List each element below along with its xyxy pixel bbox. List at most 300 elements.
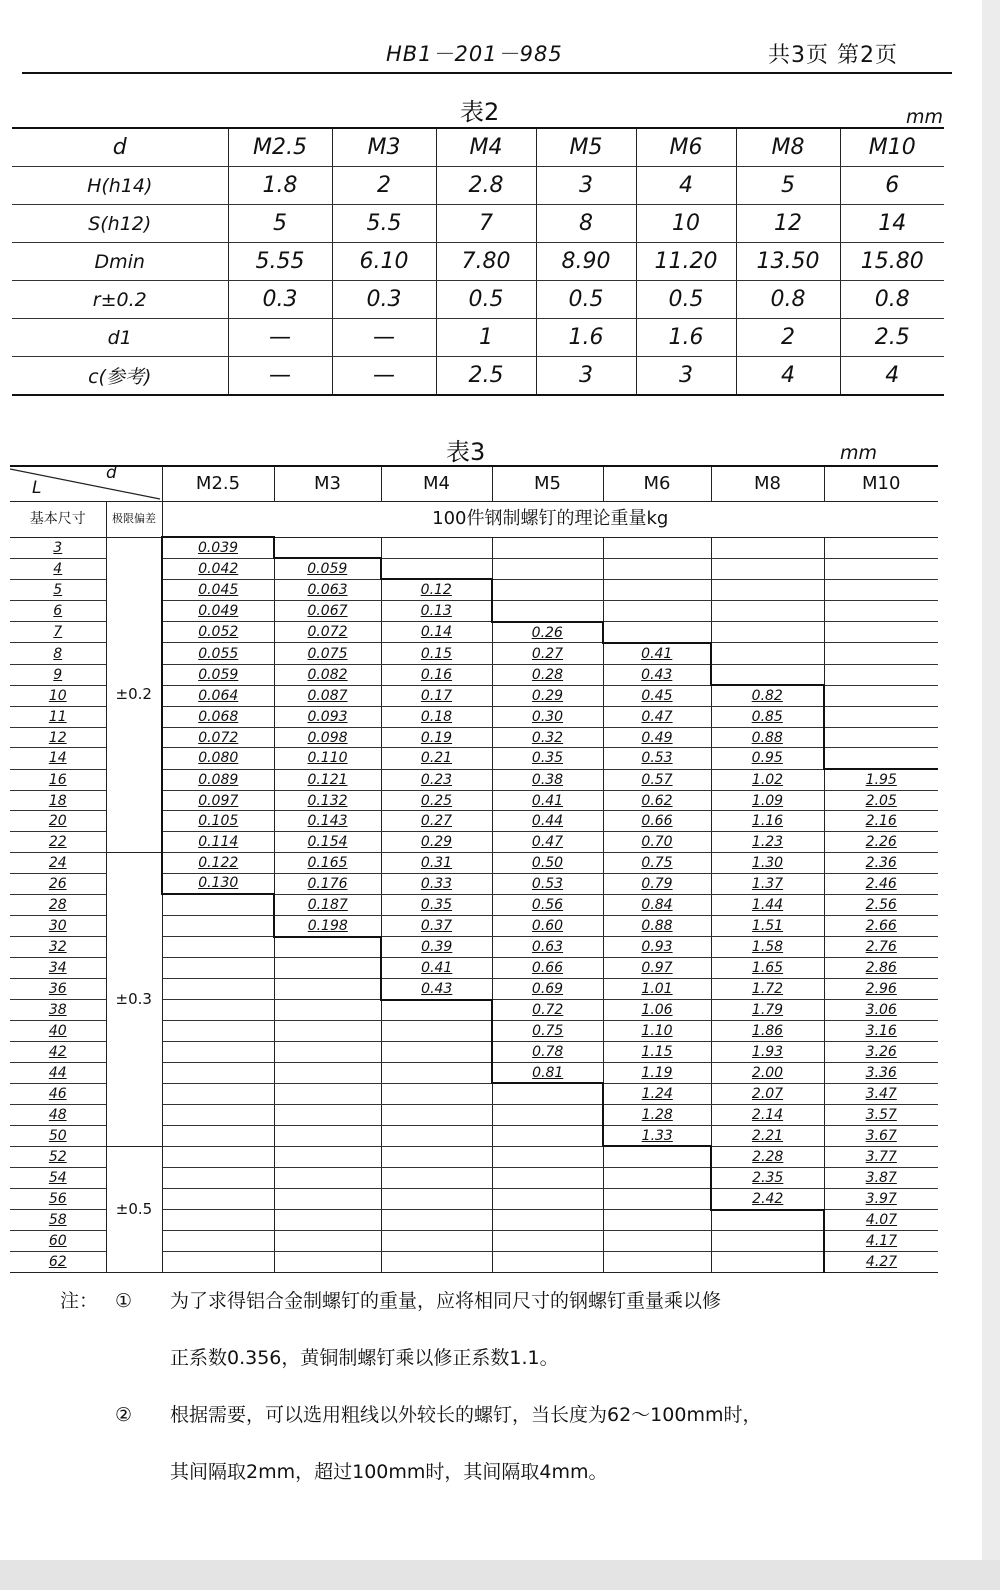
table2-cell: 5 — [228, 205, 332, 243]
table2-row-label: H(h14) — [12, 167, 228, 205]
weight-cell: 0.53 — [603, 748, 711, 769]
table2-cell: 2 — [332, 167, 436, 205]
empty-cell — [824, 558, 938, 579]
weight-cell: 0.85 — [711, 707, 824, 728]
table2-cell: 2.8 — [436, 167, 536, 205]
weight-cell: 0.064 — [162, 685, 274, 706]
empty-cell — [274, 958, 381, 979]
empty-cell — [381, 1125, 492, 1146]
weight-cell: 0.21 — [381, 748, 492, 769]
empty-cell — [381, 1083, 492, 1104]
basic-size-cell: 52 — [10, 1146, 106, 1167]
basic-size-header: 基本尺寸 — [10, 502, 106, 538]
tolerance-cell: ±0.5 — [106, 1146, 162, 1272]
basic-size-cell: 32 — [10, 937, 106, 958]
table2-cell: — — [228, 319, 332, 357]
table2-row-label: S(h12) — [12, 205, 228, 243]
weight-cell: 0.62 — [603, 790, 711, 811]
weight-cell: 1.16 — [711, 811, 824, 832]
table2-cell: 1.6 — [636, 319, 736, 357]
weight-cell: 0.045 — [162, 579, 274, 600]
empty-cell — [162, 978, 274, 999]
basic-size-cell: 46 — [10, 1083, 106, 1104]
table2-cell: — — [332, 319, 436, 357]
table2-col-header: M10 — [840, 128, 944, 167]
table2-title: 表2 — [460, 98, 500, 126]
weight-cell: 2.35 — [711, 1168, 824, 1189]
weight-cell: 3.26 — [824, 1042, 938, 1063]
table3-row — [10, 537, 938, 558]
empty-cell — [603, 579, 711, 600]
weight-cell: 0.66 — [603, 811, 711, 832]
basic-size-cell: 58 — [10, 1210, 106, 1231]
weight-cell: 0.33 — [381, 873, 492, 894]
basic-size-cell: 50 — [10, 1125, 106, 1146]
weight-cell: 0.45 — [603, 685, 711, 706]
weight-cell: 0.18 — [381, 707, 492, 728]
table2-header-row — [12, 128, 944, 167]
basic-size-cell: 8 — [10, 643, 106, 664]
corner-label-d: d — [106, 463, 117, 483]
weight-cell: 1.33 — [603, 1125, 711, 1146]
empty-cell — [274, 1210, 381, 1231]
basic-size-cell: 16 — [10, 769, 106, 790]
empty-cell — [492, 1188, 603, 1209]
table2-cell: 0.5 — [436, 281, 536, 319]
table3-row — [10, 852, 938, 873]
basic-size-cell: 54 — [10, 1168, 106, 1189]
weight-cell: 0.055 — [162, 643, 274, 664]
empty-cell — [162, 1251, 274, 1272]
empty-cell — [162, 1042, 274, 1063]
weight-cell: 0.12 — [381, 579, 492, 600]
table2-cell: 13.50 — [736, 243, 840, 281]
table2-cell: 4 — [636, 167, 736, 205]
weight-cell: 2.56 — [824, 894, 938, 915]
empty-cell — [492, 1251, 603, 1272]
weight-cell: 0.198 — [274, 915, 381, 936]
empty-cell — [162, 1083, 274, 1104]
weight-cell: 0.042 — [162, 558, 274, 579]
weight-cell: 0.60 — [492, 915, 603, 936]
weight-cell: 0.56 — [492, 894, 603, 915]
table2-cell: 8.90 — [536, 243, 636, 281]
table2-col-header: M5 — [536, 128, 636, 167]
empty-cell — [492, 558, 603, 579]
weight-cell: 0.122 — [162, 852, 274, 873]
note-2-line1: 根据需要，可以选用粗线以外较长的螺钉，当长度为62～100mm时， — [170, 1404, 762, 1426]
empty-cell — [492, 1105, 603, 1126]
weight-cell: 0.15 — [381, 643, 492, 664]
table2-cell: 0.8 — [840, 281, 944, 319]
empty-cell — [162, 1146, 274, 1167]
weight-cell: 0.130 — [162, 873, 274, 894]
weight-cell: 0.84 — [603, 894, 711, 915]
table2-row — [12, 281, 944, 319]
weight-cell: 2.66 — [824, 915, 938, 936]
weight-cell: 1.15 — [603, 1042, 711, 1063]
weight-cell: 0.075 — [274, 643, 381, 664]
empty-cell — [603, 622, 711, 643]
weight-cell: 0.28 — [492, 664, 603, 685]
weight-cell: 2.26 — [824, 832, 938, 853]
empty-cell — [603, 1146, 711, 1167]
empty-cell — [603, 1231, 711, 1252]
basic-size-cell: 30 — [10, 915, 106, 936]
weight-cell: 0.82 — [711, 685, 824, 706]
table3-header-row — [10, 466, 938, 502]
tolerance-header: 极限偏差 — [106, 502, 162, 538]
weight-cell: 0.187 — [274, 894, 381, 915]
weight-cell: 3.36 — [824, 1062, 938, 1083]
table3-size-header: M6 — [603, 466, 711, 502]
weight-cell: 0.81 — [492, 1062, 603, 1083]
table2-col-header: M4 — [436, 128, 536, 167]
basic-size-cell: 24 — [10, 852, 106, 873]
empty-cell — [274, 1083, 381, 1104]
empty-cell — [381, 558, 492, 579]
weight-cell: 1.02 — [711, 769, 824, 790]
weight-cell: 0.080 — [162, 748, 274, 769]
table2-cell: 6 — [840, 167, 944, 205]
empty-cell — [711, 1231, 824, 1252]
table3 — [10, 465, 938, 1273]
note-1-line2: 正系数0.356，黄铜制螺钉乘以修正系数1.1。 — [170, 1347, 559, 1369]
table2-cell: 5 — [736, 167, 840, 205]
empty-cell — [274, 1021, 381, 1042]
weight-cell: 0.110 — [274, 748, 381, 769]
empty-cell — [492, 579, 603, 600]
empty-cell — [274, 1231, 381, 1252]
table3-size-header: M10 — [824, 466, 938, 502]
empty-cell — [274, 1062, 381, 1083]
empty-cell — [274, 1042, 381, 1063]
table3-size-header: M8 — [711, 466, 824, 502]
basic-size-cell: 3 — [10, 537, 106, 558]
weight-cell: 1.65 — [711, 958, 824, 979]
empty-cell — [381, 1188, 492, 1209]
empty-cell — [603, 601, 711, 622]
basic-size-cell: 60 — [10, 1231, 106, 1252]
weight-cell: 0.35 — [492, 748, 603, 769]
weight-cell: 0.176 — [274, 873, 381, 894]
weight-cell: 0.41 — [381, 958, 492, 979]
empty-cell — [603, 558, 711, 579]
empty-cell — [381, 1251, 492, 1272]
basic-size-cell: 11 — [10, 707, 106, 728]
weight-cell: 0.49 — [603, 727, 711, 748]
table2-cell: 2.5 — [840, 319, 944, 357]
notes — [60, 1290, 950, 1518]
weight-cell: 1.86 — [711, 1021, 824, 1042]
weight-cell: 1.24 — [603, 1083, 711, 1104]
empty-cell — [381, 537, 492, 558]
empty-cell — [162, 937, 274, 958]
table3-size-header: M2.5 — [162, 466, 274, 502]
weight-cell: 0.23 — [381, 769, 492, 790]
weight-cell: 0.121 — [274, 769, 381, 790]
empty-cell — [603, 1251, 711, 1272]
empty-cell — [162, 1062, 274, 1083]
empty-cell — [824, 579, 938, 600]
table2-cell: 3 — [536, 167, 636, 205]
table2-cell: 14 — [840, 205, 944, 243]
table2-cell: 0.5 — [536, 281, 636, 319]
table2-col-header: M3 — [332, 128, 436, 167]
basic-size-cell: 22 — [10, 832, 106, 853]
weight-cell: 3.47 — [824, 1083, 938, 1104]
table2-row — [12, 319, 944, 357]
empty-cell — [603, 1210, 711, 1231]
weight-cell: 0.25 — [381, 790, 492, 811]
weight-cell: 0.093 — [274, 707, 381, 728]
weight-cell: 0.41 — [603, 643, 711, 664]
weight-cell: 0.114 — [162, 832, 274, 853]
empty-cell — [381, 1021, 492, 1042]
empty-cell — [824, 643, 938, 664]
corner-label-l: L — [32, 478, 42, 498]
weight-cell: 0.16 — [381, 664, 492, 685]
empty-cell — [492, 537, 603, 558]
weight-cell: 1.30 — [711, 852, 824, 873]
table2-cell: 2.5 — [436, 357, 536, 396]
weight-cell: 0.068 — [162, 707, 274, 728]
weight-cell: 0.082 — [274, 664, 381, 685]
empty-cell — [824, 685, 938, 706]
table2-cell: 2 — [736, 319, 840, 357]
empty-cell — [162, 915, 274, 936]
weight-cell: 0.14 — [381, 622, 492, 643]
weight-cell: 0.052 — [162, 622, 274, 643]
note-1-line1: 为了求得铝合金制螺钉的重量，应将相同尺寸的钢螺钉重量乘以修 — [170, 1290, 722, 1312]
empty-cell — [492, 1125, 603, 1146]
weight-caption: 100件钢制螺钉的理论重量kg — [162, 502, 938, 538]
weight-cell: 0.88 — [603, 915, 711, 936]
weight-cell: 2.42 — [711, 1188, 824, 1209]
basic-size-cell: 48 — [10, 1105, 106, 1126]
empty-cell — [824, 622, 938, 643]
empty-cell — [162, 1231, 274, 1252]
weight-cell: 0.32 — [492, 727, 603, 748]
weight-cell: 1.19 — [603, 1062, 711, 1083]
empty-cell — [711, 664, 824, 685]
weight-cell: 1.93 — [711, 1042, 824, 1063]
basic-size-cell: 14 — [10, 748, 106, 769]
table2-row-label: r±0.2 — [12, 281, 228, 319]
standard-code: HB1－201－985 — [386, 42, 563, 66]
table3-size-header: M3 — [274, 466, 381, 502]
empty-cell — [274, 1105, 381, 1126]
table2-row — [12, 167, 944, 205]
note-1-number: ① — [115, 1290, 133, 1312]
empty-cell — [162, 1188, 274, 1209]
weight-cell: 1.28 — [603, 1105, 711, 1126]
table2-cell: 1.6 — [536, 319, 636, 357]
empty-cell — [274, 937, 381, 958]
empty-cell — [381, 1210, 492, 1231]
weight-cell: 0.69 — [492, 978, 603, 999]
weight-cell: 0.88 — [711, 727, 824, 748]
table2-cell: — — [332, 357, 436, 396]
basic-size-cell: 5 — [10, 579, 106, 600]
weight-cell: 0.072 — [162, 727, 274, 748]
weight-cell: 2.16 — [824, 811, 938, 832]
weight-cell: 3.67 — [824, 1125, 938, 1146]
table2-row-label: d1 — [12, 319, 228, 357]
weight-cell: 0.165 — [274, 852, 381, 873]
weight-cell: 1.06 — [603, 1000, 711, 1021]
table2 — [12, 127, 944, 396]
empty-cell — [711, 1210, 824, 1231]
notes-lead: 注： — [60, 1290, 99, 1312]
empty-cell — [162, 958, 274, 979]
empty-cell — [162, 1000, 274, 1021]
table3-size-header: M5 — [492, 466, 603, 502]
weight-cell: 0.47 — [492, 832, 603, 853]
weight-cell: 1.23 — [711, 832, 824, 853]
weight-cell: 0.41 — [492, 790, 603, 811]
weight-cell: 3.57 — [824, 1105, 938, 1126]
empty-cell — [603, 1188, 711, 1209]
weight-cell: 0.70 — [603, 832, 711, 853]
empty-cell — [492, 601, 603, 622]
weight-cell: 0.059 — [274, 558, 381, 579]
empty-cell — [381, 1042, 492, 1063]
table2-cell: 7.80 — [436, 243, 536, 281]
scan-margin-bottom — [0, 1560, 1000, 1590]
table2-cell: 0.3 — [332, 281, 436, 319]
weight-cell: 0.66 — [492, 958, 603, 979]
weight-cell: 2.07 — [711, 1083, 824, 1104]
table2-cell: 5.55 — [228, 243, 332, 281]
weight-cell: 0.30 — [492, 707, 603, 728]
empty-cell — [274, 537, 381, 558]
empty-cell — [162, 1210, 274, 1231]
basic-size-cell: 10 — [10, 685, 106, 706]
weight-cell: 1.01 — [603, 978, 711, 999]
table2-cell: 10 — [636, 205, 736, 243]
table2-cell: 11.20 — [636, 243, 736, 281]
empty-cell — [824, 664, 938, 685]
empty-cell — [381, 1000, 492, 1021]
weight-cell: 4.07 — [824, 1210, 938, 1231]
weight-cell: 0.132 — [274, 790, 381, 811]
empty-cell — [274, 1146, 381, 1167]
empty-cell — [274, 1251, 381, 1272]
weight-cell: 1.79 — [711, 1000, 824, 1021]
weight-cell: 0.087 — [274, 685, 381, 706]
empty-cell — [162, 1125, 274, 1146]
basic-size-cell: 38 — [10, 1000, 106, 1021]
weight-cell: 0.27 — [381, 811, 492, 832]
table2-cell: 3 — [536, 357, 636, 396]
table3-row — [10, 1146, 938, 1167]
weight-cell: 0.43 — [603, 664, 711, 685]
header-rule — [22, 72, 952, 74]
scan-margin-right — [982, 0, 1000, 1590]
empty-cell — [274, 978, 381, 999]
basic-size-cell: 40 — [10, 1021, 106, 1042]
weight-cell: 0.38 — [492, 769, 603, 790]
empty-cell — [162, 1105, 274, 1126]
weight-cell: 2.76 — [824, 937, 938, 958]
weight-cell: 1.09 — [711, 790, 824, 811]
empty-cell — [711, 537, 824, 558]
basic-size-cell: 4 — [10, 558, 106, 579]
basic-size-cell: 9 — [10, 664, 106, 685]
weight-cell: 0.26 — [492, 622, 603, 643]
weight-cell: 4.17 — [824, 1231, 938, 1252]
page-indicator: 共3页 第2页 — [768, 43, 898, 68]
weight-cell: 0.53 — [492, 873, 603, 894]
weight-cell: 0.72 — [492, 1000, 603, 1021]
empty-cell — [381, 1231, 492, 1252]
weight-cell: 0.143 — [274, 811, 381, 832]
weight-cell: 2.28 — [711, 1146, 824, 1167]
empty-cell — [492, 1210, 603, 1231]
weight-cell: 3.16 — [824, 1021, 938, 1042]
note-2-line2: 其间隔取2mm，超过100mm时，其间隔取4mm。 — [170, 1461, 608, 1483]
weight-cell: 0.78 — [492, 1042, 603, 1063]
empty-cell — [162, 894, 274, 915]
empty-cell — [824, 601, 938, 622]
table2-cell: 0.8 — [736, 281, 840, 319]
basic-size-cell: 7 — [10, 622, 106, 643]
weight-cell: 2.96 — [824, 978, 938, 999]
weight-cell: 0.37 — [381, 915, 492, 936]
weight-cell: 0.049 — [162, 601, 274, 622]
weight-cell: 1.44 — [711, 894, 824, 915]
tolerance-cell: ±0.2 — [106, 537, 162, 852]
weight-cell: 0.44 — [492, 811, 603, 832]
basic-size-cell: 28 — [10, 894, 106, 915]
table3-subheader-row — [10, 502, 938, 538]
empty-cell — [381, 1146, 492, 1167]
weight-cell: 0.97 — [603, 958, 711, 979]
empty-cell — [492, 1146, 603, 1167]
weight-cell: 0.95 — [711, 748, 824, 769]
empty-cell — [711, 601, 824, 622]
weight-cell: 1.58 — [711, 937, 824, 958]
weight-cell: 0.47 — [603, 707, 711, 728]
table3-size-header: M4 — [381, 466, 492, 502]
empty-cell — [711, 558, 824, 579]
table2-cell: 3 — [636, 357, 736, 396]
empty-cell — [492, 1083, 603, 1104]
empty-cell — [381, 1105, 492, 1126]
weight-cell: 3.77 — [824, 1146, 938, 1167]
table2-cell: 0.3 — [228, 281, 332, 319]
tolerance-cell: ±0.3 — [106, 852, 162, 1146]
weight-cell: 2.14 — [711, 1105, 824, 1126]
basic-size-cell: 62 — [10, 1251, 106, 1272]
basic-size-cell: 42 — [10, 1042, 106, 1063]
table2-cell: 7 — [436, 205, 536, 243]
weight-cell: 2.21 — [711, 1125, 824, 1146]
table2-col-header: M6 — [636, 128, 736, 167]
table2-unit: mm — [906, 106, 944, 128]
basic-size-cell: 26 — [10, 873, 106, 894]
empty-cell — [824, 707, 938, 728]
table3-corner — [10, 463, 162, 502]
table2-cell: 12 — [736, 205, 840, 243]
weight-cell: 0.50 — [492, 852, 603, 873]
empty-cell — [381, 1168, 492, 1189]
empty-cell — [162, 1168, 274, 1189]
weight-cell: 0.098 — [274, 727, 381, 748]
table2-row — [12, 205, 944, 243]
table2-cell: 1.8 — [228, 167, 332, 205]
